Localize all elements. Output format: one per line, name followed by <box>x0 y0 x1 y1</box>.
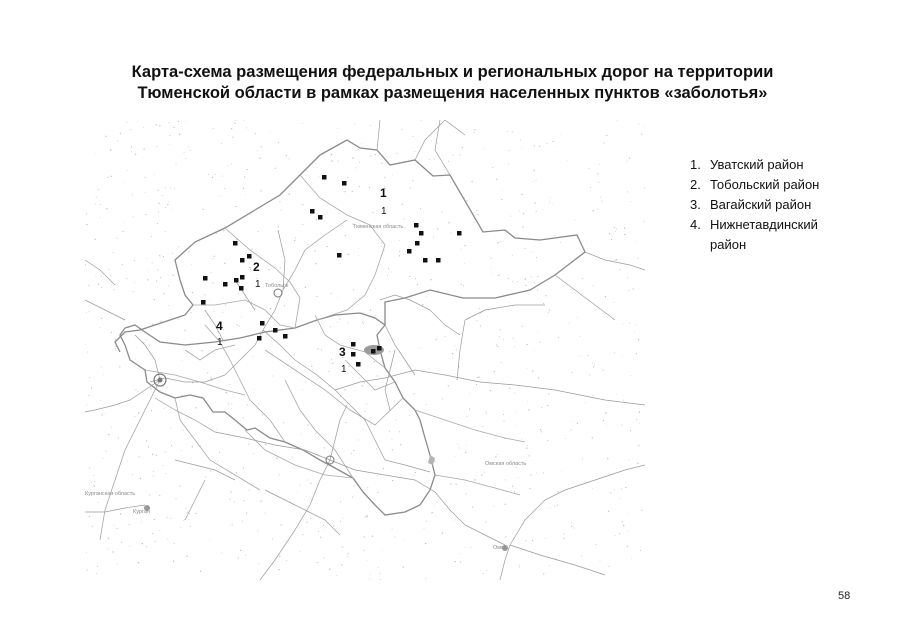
district-number-3: 3 <box>339 345 346 359</box>
settlement-marker <box>436 258 441 263</box>
district-sub-3: 1 <box>341 364 347 375</box>
settlement-marker <box>415 241 420 246</box>
settlement-marker <box>457 231 462 236</box>
city-markers <box>144 289 508 551</box>
map-canvas <box>85 120 645 580</box>
lake-area-2 <box>428 455 435 465</box>
legend-item: 1. Уватский район <box>690 157 804 172</box>
legend-item: 4. Нижнетавдинский район <box>690 217 818 252</box>
settlement-marker <box>371 349 376 354</box>
settlement-marker <box>351 352 356 357</box>
label-omsk: Омск <box>493 545 507 551</box>
settlement-marker <box>322 175 327 180</box>
title-line-2: Тюменской области в рамках размещения населенных пунктов «заболотья» <box>137 84 768 102</box>
settlement-marker <box>239 286 244 291</box>
settlement-marker <box>247 254 252 259</box>
settlement-marker <box>419 231 424 236</box>
district-number-4: 4 <box>216 319 223 333</box>
label-kurgan: Курган <box>133 509 150 515</box>
settlement-marker <box>351 342 356 347</box>
settlement-marker <box>203 276 208 281</box>
settlement-marker <box>260 321 265 326</box>
settlement-marker <box>240 258 245 263</box>
district-number-2: 2 <box>253 260 260 274</box>
settlement-marker <box>318 215 323 220</box>
legend-item: 3. Вагайский район <box>690 197 812 212</box>
region-boundary <box>120 140 585 515</box>
district-sub-1: 1 <box>381 206 387 217</box>
settlement-marker <box>342 181 347 186</box>
settlement-marker <box>310 209 315 214</box>
title-line-1: Карта-схема размещения федеральных и региональных дорог на территории <box>131 63 774 81</box>
settlement-marker <box>223 282 228 287</box>
district-boundaries <box>145 175 525 495</box>
settlement-marker <box>356 362 361 367</box>
page-number: 58 <box>838 590 851 602</box>
label-tyumen-region: Тюменская область <box>353 224 404 230</box>
district-sub-2: 1 <box>255 279 261 290</box>
settlement-marker <box>273 328 278 333</box>
label-tobolsk: Тобольск <box>265 283 289 289</box>
settlement-marker <box>414 223 419 228</box>
legend-item-label: Уватский район <box>710 157 804 172</box>
settlement-marker <box>257 336 262 341</box>
settlement-marker <box>201 300 206 305</box>
label-kurgan-region: Курганская область <box>85 491 136 497</box>
label-omsk-region: Омская область <box>485 461 527 467</box>
settlement-marker <box>423 258 428 263</box>
district-number-1: 1 <box>380 186 387 200</box>
page-title <box>0 62 905 104</box>
settlement-marker <box>407 249 412 254</box>
settlement-marker <box>337 253 342 258</box>
region-map <box>85 120 645 580</box>
legend-item-label: Нижнетавдинский район <box>710 217 818 252</box>
district-sub-4: 1 <box>217 337 223 348</box>
settlement-marker <box>240 275 245 280</box>
settlement-marker <box>283 334 288 339</box>
legend-item: 2. Тобольский район <box>690 177 820 192</box>
settlement-marker <box>233 241 238 246</box>
legend-item-label: Тобольский район <box>710 177 820 192</box>
legend-item-label: Вагайский район <box>710 197 812 212</box>
settlement-marker <box>377 346 382 351</box>
legend <box>690 155 850 255</box>
settlement-marker <box>234 278 239 283</box>
